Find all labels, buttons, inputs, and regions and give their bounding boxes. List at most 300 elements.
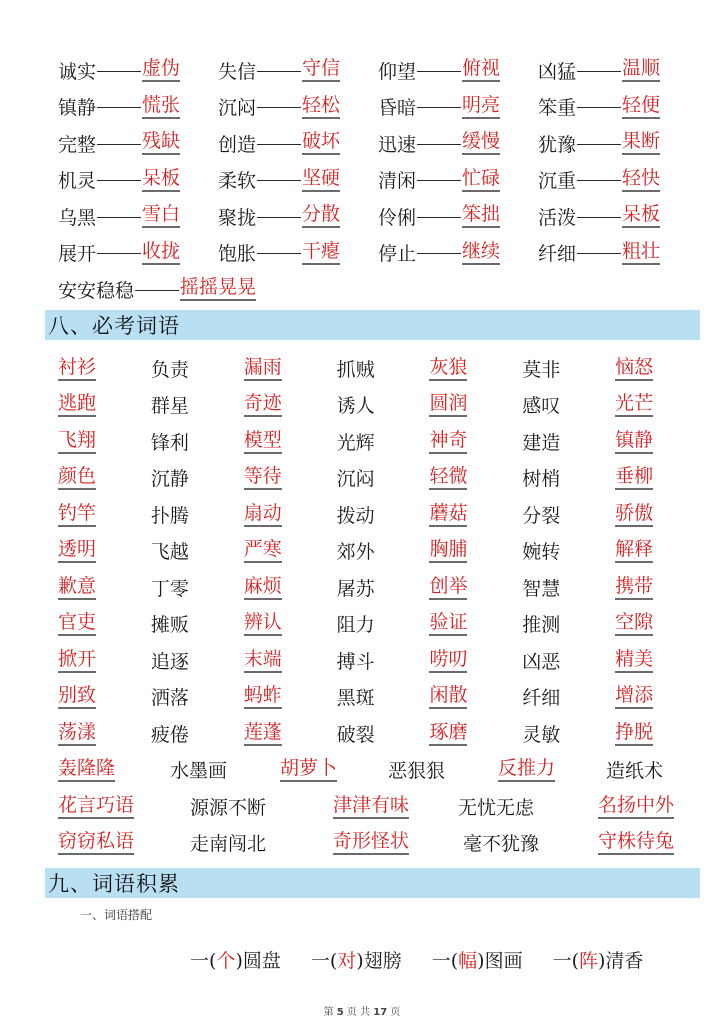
antonym-pair	[58, 276, 256, 303]
vocab-word-text: 疲倦	[150, 723, 189, 746]
antonym-pair	[218, 203, 378, 230]
vocab-row	[58, 423, 708, 460]
section-title: 八、必考词语	[48, 314, 180, 338]
antonym-answer: 干瘪	[302, 241, 340, 265]
antonym-pair	[538, 130, 698, 157]
vocab-word	[522, 647, 615, 674]
vocab-word	[337, 391, 430, 418]
phrase	[190, 793, 266, 820]
phrase	[333, 830, 409, 855]
vocab-word	[615, 429, 708, 454]
antonym-answer: 守信	[302, 58, 340, 82]
dash-separator	[417, 217, 461, 218]
antonym-word: 安安稳稳	[58, 279, 135, 302]
phrase-text: 轰隆隆	[58, 758, 115, 782]
vocab-word	[151, 610, 244, 637]
vocab-word-text: 扑腾	[150, 504, 189, 527]
vocab-word-text: 郊外	[336, 541, 375, 564]
vocab-word	[151, 720, 244, 747]
antonym-pair	[218, 57, 378, 84]
antonym-answer: 轻松	[302, 95, 340, 119]
antonym-word: 凶猛	[538, 60, 577, 83]
dash-separator	[577, 253, 621, 254]
vocab-row	[58, 606, 708, 643]
antonym-answer: 坚硬	[302, 168, 340, 192]
vocab-word-text: 辨认	[244, 612, 282, 636]
antonym-pair	[218, 239, 378, 266]
antonym-pair	[378, 203, 538, 230]
phrase-text: 造纸术	[606, 760, 664, 783]
phrase	[498, 757, 555, 782]
antonym-pair	[58, 57, 218, 84]
vocab-word-text: 光辉	[336, 431, 375, 454]
vocab-word	[58, 684, 151, 709]
vocab-word	[522, 501, 615, 528]
antonym-answer: 雪白	[142, 204, 180, 228]
vocab-word-text: 奇迹	[244, 393, 282, 417]
vocab-word	[151, 428, 244, 455]
dash-separator	[257, 107, 301, 108]
measure-word-answer: 阵	[579, 950, 599, 972]
vocab-word-text: 携带	[615, 576, 653, 600]
vocab-word	[429, 575, 522, 600]
phrase	[333, 794, 409, 819]
antonym-answer: 忙碌	[462, 168, 500, 192]
vocab-row	[58, 460, 708, 497]
vocab-word-text: 蚂蚱	[244, 685, 282, 709]
section-header-8	[45, 310, 700, 340]
antonym-word: 机灵	[58, 170, 97, 193]
antonym-answer: 明亮	[462, 95, 500, 119]
vocab-word	[58, 721, 151, 746]
phrase	[606, 756, 663, 783]
phrase-text: 反推力	[498, 758, 555, 782]
measure-suffix: )图画	[477, 950, 523, 972]
vocab-word-text: 群星	[150, 395, 189, 418]
measure-prefix: 一(	[190, 950, 217, 972]
section-title: 九、词语积累	[48, 872, 180, 896]
vocab-word-text: 扇动	[244, 503, 282, 527]
phrase-text: 名扬中外	[598, 795, 674, 819]
vocab-word	[151, 683, 244, 710]
antonym-word: 完整	[58, 133, 97, 156]
phrase-text: 胡萝卜	[280, 758, 337, 782]
dash-separator	[577, 217, 621, 218]
antonym-answer: 俯视	[462, 58, 500, 82]
phrase-text: 窃窃私语	[58, 831, 134, 855]
vocab-word-text: 逃跑	[58, 393, 96, 417]
phrase-text: 源源不断	[190, 796, 267, 819]
phrase	[58, 830, 134, 855]
phrase	[598, 794, 674, 819]
dash-separator	[577, 107, 621, 108]
vocab-word-text: 唠叨	[429, 649, 467, 673]
vocab-word	[429, 648, 522, 673]
vocab-word-text: 灵敏	[522, 723, 561, 746]
antonym-answer: 破坏	[302, 131, 340, 155]
vocab-word	[244, 575, 337, 600]
vocab-word	[58, 538, 151, 563]
vocab-word	[337, 464, 430, 491]
vocab-word	[151, 355, 244, 382]
vocab-word	[429, 611, 522, 636]
vocab-word-text: 飞越	[150, 541, 189, 564]
antonym-answer: 摇摇晃晃	[180, 277, 256, 301]
vocab-word	[244, 392, 337, 417]
antonym-answer: 虚伪	[142, 58, 180, 82]
antonym-pair	[378, 93, 538, 120]
vocab-word-text: 沉闷	[336, 468, 375, 491]
antonym-pair	[218, 166, 378, 193]
vocab-word-text: 严寒	[244, 539, 282, 563]
vocab-word-text: 颜色	[58, 466, 96, 490]
vocab-word-text: 沉静	[150, 468, 189, 491]
antonym-answer: 轻便	[622, 95, 660, 119]
antonym-answer: 残缺	[142, 131, 180, 155]
phrase-text: 无忧无虑	[458, 796, 535, 819]
vocab-word	[58, 611, 151, 636]
subheading: 一、词语搭配	[80, 908, 153, 922]
antonym-answer: 轻快	[622, 168, 660, 192]
vocab-row	[58, 350, 708, 387]
vocab-word-text: 歉意	[58, 576, 96, 600]
vocab-word	[429, 538, 522, 563]
vocab-row	[58, 533, 708, 570]
antonym-word: 仰望	[378, 60, 417, 83]
vocab-word-text: 闲散	[429, 685, 467, 709]
vocab-word	[151, 537, 244, 564]
vocab-word	[429, 392, 522, 417]
antonym-answer: 果断	[622, 131, 660, 155]
vocab-word-text: 麻烦	[244, 576, 282, 600]
vocab-word-text: 胸脯	[429, 539, 467, 563]
vocab-word	[615, 356, 708, 381]
antonym-pair	[58, 203, 218, 230]
vocab-word	[522, 610, 615, 637]
measure-word-item	[432, 946, 523, 973]
vocab-word-text: 莫非	[522, 358, 561, 381]
vocab-word	[58, 356, 151, 381]
vocab-word-text: 别致	[58, 685, 96, 709]
antonym-word: 清闲	[378, 170, 417, 193]
measure-suffix: )圆盘	[235, 950, 281, 972]
dash-separator	[417, 144, 461, 145]
antonym-row	[58, 89, 698, 126]
vocab-word-text: 衬衫	[58, 357, 96, 381]
phrase	[280, 757, 337, 782]
antonym-word: 迅速	[378, 133, 417, 156]
antonym-word: 活泼	[538, 206, 577, 229]
vocab-word	[615, 575, 708, 600]
vocab-word-text: 轻微	[429, 466, 467, 490]
antonym-word: 沉重	[538, 170, 577, 193]
vocab-word	[244, 502, 337, 527]
vocab-word	[151, 647, 244, 674]
vocab-word-text: 飞翔	[58, 430, 96, 454]
dash-separator	[417, 71, 461, 72]
dash-separator	[257, 253, 301, 254]
footer-text: 页 共	[346, 1007, 371, 1018]
phrase-text: 津津有味	[333, 795, 409, 819]
vocab-word-text: 推测	[522, 614, 561, 637]
vocab-word	[58, 429, 151, 454]
antonym-answer: 收拢	[142, 241, 180, 265]
antonym-word: 犹豫	[538, 133, 577, 156]
vocab-word	[615, 538, 708, 563]
antonym-pair	[58, 166, 218, 193]
vocab-word-text: 透明	[58, 539, 96, 563]
antonym-answer: 慌张	[142, 95, 180, 119]
antonym-word: 失信	[218, 60, 257, 83]
vocab-word-text: 阻力	[336, 614, 375, 637]
dash-separator	[135, 290, 179, 291]
antonym-answer: 继续	[462, 241, 500, 265]
vocab-word	[429, 502, 522, 527]
vocab-word	[522, 391, 615, 418]
page-number: 5	[336, 1007, 344, 1018]
antonym-answer: 呆板	[142, 168, 180, 192]
phrase	[170, 756, 227, 783]
vocab-word	[615, 502, 708, 527]
phrase	[598, 830, 674, 855]
phrase	[58, 757, 115, 782]
measure-prefix: 一(	[431, 950, 459, 972]
vocab-word	[244, 538, 337, 563]
vocab-word-text: 感叹	[522, 395, 561, 418]
antonym-row	[58, 125, 698, 162]
phrase	[458, 793, 534, 820]
vocab-word-text: 洒落	[150, 687, 189, 710]
measure-suffix: )翅膀	[356, 950, 402, 972]
vocab-word-text: 凶恶	[522, 650, 561, 673]
antonym-word: 伶俐	[378, 206, 417, 229]
vocab-word-text: 模型	[244, 430, 282, 454]
vocab-word-text: 智慧	[522, 577, 561, 600]
dash-separator	[97, 253, 141, 254]
measure-prefix: 一(	[552, 950, 579, 972]
vocab-word	[244, 721, 337, 746]
vocab-word-text: 丁零	[150, 577, 189, 600]
vocab-word	[429, 721, 522, 746]
vocab-word	[151, 574, 244, 601]
vocab-word	[58, 465, 151, 490]
antonym-pair	[378, 239, 538, 266]
vocab-word	[337, 501, 430, 528]
vocab-word-text: 空隙	[615, 612, 653, 636]
antonym-answer: 呆板	[622, 204, 660, 228]
vocab-row	[58, 496, 708, 533]
vocab-word	[58, 648, 151, 673]
vocab-word-text: 钓竿	[58, 503, 96, 527]
vocab-word-text: 骄傲	[615, 503, 653, 527]
vocab-word	[337, 574, 430, 601]
vocab-word	[615, 721, 708, 746]
vocab-word-text: 精美	[615, 649, 653, 673]
vocab-word	[615, 611, 708, 636]
vocab-word-text: 搏斗	[336, 650, 375, 673]
section-header-9	[45, 868, 700, 898]
vocab-word-text: 蘑菇	[429, 503, 467, 527]
vocab-word	[337, 428, 430, 455]
antonym-word: 乌黑	[58, 206, 97, 229]
vocab-word-text: 拨动	[336, 504, 375, 527]
vocab-word-text: 黑斑	[336, 687, 375, 710]
vocab-word-text: 琢磨	[429, 722, 467, 746]
measure-word-answer: 幅	[458, 950, 478, 972]
antonym-word: 柔软	[218, 170, 257, 193]
antonym-row	[58, 162, 698, 199]
antonym-answer: 温顺	[622, 58, 660, 82]
vocabulary-grid	[58, 350, 708, 861]
vocab-word-text: 等待	[244, 466, 282, 490]
vocab-word-text: 灰狼	[429, 357, 467, 381]
vocab-word	[429, 465, 522, 490]
antonym-answer: 笨拙	[462, 204, 500, 228]
phrase-text: 走南闯北	[190, 833, 267, 856]
vocab-row	[58, 387, 708, 424]
antonym-answer: 分散	[302, 204, 340, 228]
vocab-word-text: 镇静	[615, 430, 653, 454]
measure-prefix: 一(	[310, 950, 338, 972]
phrase-text: 守株待兔	[598, 831, 674, 855]
vocab-word-text: 创举	[429, 576, 467, 600]
vocab-word-text: 建造	[522, 431, 561, 454]
phrase	[463, 829, 539, 856]
vocab-word-text: 恼怒	[615, 357, 653, 381]
vocab-word	[244, 684, 337, 709]
vocab-word	[522, 537, 615, 564]
antonym-pair	[378, 130, 538, 157]
vocab-word-text: 追逐	[150, 650, 189, 673]
antonym-answer: 粗壮	[622, 241, 660, 265]
vocab-word	[58, 502, 151, 527]
vocab-word-text: 验证	[429, 612, 467, 636]
page-total: 17	[373, 1007, 388, 1018]
vocab-word-text: 破裂	[336, 723, 375, 746]
antonym-pair	[378, 166, 538, 193]
vocab-word-text: 抓贼	[336, 358, 375, 381]
phrase-text: 水墨画	[170, 760, 228, 783]
vocab-word	[522, 720, 615, 747]
vocab-row	[58, 642, 708, 679]
antonym-pair	[218, 130, 378, 157]
vocab-word	[615, 392, 708, 417]
vocab-word	[244, 356, 337, 381]
vocab-word-text: 垂柳	[615, 466, 653, 490]
antonym-word: 昏暗	[378, 97, 417, 120]
dash-separator	[97, 217, 141, 218]
antonym-pair	[538, 93, 698, 120]
vocab-word-text: 纤细	[522, 687, 561, 710]
vocab-word	[615, 684, 708, 709]
dash-separator	[97, 107, 141, 108]
vocab-word-text: 诱人	[336, 395, 375, 418]
vocab-word	[244, 465, 337, 490]
vocab-word-text: 掀开	[58, 649, 96, 673]
dash-separator	[577, 144, 621, 145]
antonym-word: 展开	[58, 243, 97, 266]
vocab-word	[244, 429, 337, 454]
vocab-word	[244, 611, 337, 636]
antonym-word: 镇静	[58, 97, 97, 120]
phrase-text: 奇形怪状	[333, 831, 409, 855]
vocab-word-text: 解释	[615, 539, 653, 563]
dash-separator	[257, 144, 301, 145]
vocab-word	[337, 355, 430, 382]
dash-separator	[577, 180, 621, 181]
vocab-word	[615, 465, 708, 490]
vocab-word	[337, 647, 430, 674]
antonym-row	[58, 271, 698, 308]
vocab-word-text: 末端	[244, 649, 282, 673]
footer-text: 第	[323, 1007, 334, 1018]
vocab-word	[337, 610, 430, 637]
phrase-row	[58, 752, 708, 789]
measure-word-item	[553, 946, 644, 973]
antonym-list	[58, 52, 698, 308]
antonym-pair	[538, 57, 698, 84]
vocab-row	[58, 679, 708, 716]
dash-separator	[417, 107, 461, 108]
measure-word-item	[190, 946, 281, 973]
antonym-pair	[58, 93, 218, 120]
vocab-word-text: 分裂	[522, 504, 561, 527]
phrase-text: 花言巧语	[58, 795, 134, 819]
antonym-word: 沉闷	[218, 97, 257, 120]
page-footer	[0, 1003, 724, 1018]
vocab-word-text: 漏雨	[244, 357, 282, 381]
vocab-word-text: 官吏	[58, 612, 96, 636]
vocab-row	[58, 715, 708, 752]
vocab-word-text: 屠苏	[336, 577, 375, 600]
phrase-text: 毫不犹豫	[463, 833, 540, 856]
vocab-word	[151, 501, 244, 528]
vocab-word-text: 光芒	[615, 393, 653, 417]
vocab-word	[615, 648, 708, 673]
dash-separator	[257, 217, 301, 218]
phrase-row	[58, 825, 708, 862]
antonym-pair	[218, 93, 378, 120]
measure-word-answer: 个	[216, 950, 236, 972]
antonym-pair	[538, 203, 698, 230]
vocab-word	[58, 575, 151, 600]
vocab-word	[337, 683, 430, 710]
vocab-word-text: 荡漾	[58, 722, 96, 746]
antonym-pair	[538, 166, 698, 193]
vocab-word	[522, 683, 615, 710]
measure-suffix: )清香	[598, 950, 644, 972]
vocab-word-text: 增添	[615, 685, 653, 709]
dash-separator	[577, 71, 621, 72]
vocab-word	[429, 684, 522, 709]
vocab-word-text: 锋利	[150, 431, 189, 454]
antonym-word: 笨重	[538, 97, 577, 120]
vocab-word	[522, 428, 615, 455]
antonym-pair	[58, 130, 218, 157]
vocab-word	[151, 464, 244, 491]
vocab-word	[58, 392, 151, 417]
antonym-row	[58, 52, 698, 89]
dash-separator	[97, 144, 141, 145]
vocab-word	[337, 720, 430, 747]
vocab-word-text: 摊贩	[150, 614, 189, 637]
vocab-word	[429, 356, 522, 381]
vocab-word-text: 莲蓬	[244, 722, 282, 746]
antonym-pair	[378, 57, 538, 84]
antonym-pair	[58, 239, 218, 266]
vocab-word	[429, 429, 522, 454]
antonym-word: 聚拢	[218, 206, 257, 229]
